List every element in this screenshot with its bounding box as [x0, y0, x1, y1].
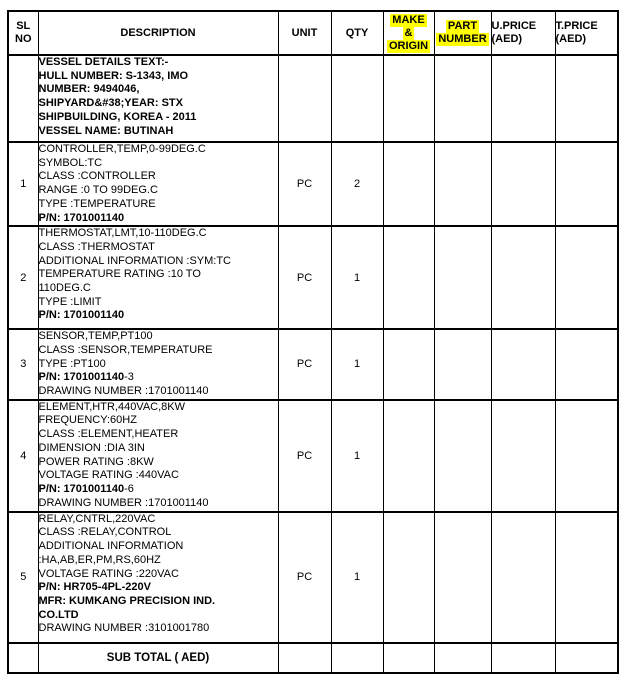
t-price-cell: [555, 226, 618, 329]
t-price-cell: [555, 512, 618, 643]
subtotal-label: SUB TOTAL ( AED): [38, 643, 278, 673]
qty-cell: 1: [331, 400, 383, 512]
unit-cell: PC: [278, 512, 331, 643]
unit-cell: PC: [278, 226, 331, 329]
table-row: [8, 142, 618, 226]
sl-no-cell: [8, 643, 38, 673]
t-price-cell: [555, 142, 618, 226]
description-line: VOLTAGE RATING :440VAC: [38, 469, 179, 482]
t-price-cell: [555, 400, 618, 512]
description-line: MFR: KUMKANG PRECISION IND.: [38, 594, 216, 607]
description-line: ADDITIONAL INFORMATION :SYM:TC: [38, 254, 232, 267]
sl-no-cell: 4: [8, 400, 38, 512]
qty-cell: 1: [331, 226, 383, 329]
highlighted-label: ORIGIN: [388, 39, 429, 52]
header-cell-u-price: U.PRICE (AED): [491, 11, 555, 55]
description-line: SHIPYARD&#38;YEAR: STX: [38, 97, 183, 110]
description-line: TEMPERATURE RATING :10 TO: [38, 268, 201, 281]
description-line: VESSEL NAME: BUTINAH: [38, 124, 174, 137]
u-price-cell: [491, 400, 555, 512]
description-line: CLASS :RELAY,CONTROL: [38, 526, 172, 539]
part-number-cell: [434, 142, 491, 226]
part-number-cell: [434, 512, 491, 643]
highlighted-label: NUMBER: [438, 33, 487, 45]
u-price-cell: [491, 329, 555, 400]
header-cell-qty: QTY: [331, 11, 383, 55]
description-line: SYMBOL:TC: [38, 156, 103, 169]
table-row: [8, 400, 618, 512]
t-price-cell: [555, 643, 618, 673]
part-number-cell: [434, 329, 491, 400]
header-cell-unit: UNIT: [278, 11, 331, 55]
u-price-cell: [491, 55, 555, 142]
qty-cell: [331, 55, 383, 142]
description-line: ADDITIONAL INFORMATION: [38, 540, 184, 553]
header-cell-part-number: [434, 11, 491, 55]
description-line: DIMENSION :DIA 3IN: [38, 441, 145, 454]
sl-no-cell: [8, 55, 38, 142]
description-line: CLASS :THERMOSTAT: [38, 240, 155, 253]
table-body: [8, 55, 618, 673]
description-line: CONTROLLER,TEMP,0-99DEG.C: [38, 143, 206, 155]
description-line: RANGE :0 TO 99DEG.C: [38, 184, 158, 197]
u-price-cell: [491, 512, 555, 643]
t-price-cell: [555, 329, 618, 400]
u-price-cell: [491, 643, 555, 673]
table-row: [8, 329, 618, 400]
description-line: VESSEL DETAILS TEXT:-: [38, 56, 169, 68]
part-number-cell: [434, 643, 491, 673]
sl-no-cell: 5: [8, 512, 38, 643]
sl-no-cell: 3: [8, 329, 38, 400]
make-origin-cell: [383, 226, 434, 329]
description-line: RELAY,CNTRL,220VAC: [38, 512, 156, 525]
header-cell-t-price: T.PRICE (AED): [555, 11, 618, 55]
unit-cell: PC: [278, 329, 331, 400]
unit-cell: PC: [278, 142, 331, 226]
description-cell: [38, 329, 278, 400]
description-line: DRAWING NUMBER :1701001140: [38, 385, 209, 398]
make-origin-cell: [383, 400, 434, 512]
description-line: :HA,AB,ER,PM,RS,60HZ: [38, 553, 161, 566]
u-price-cell: [491, 142, 555, 226]
table-row: [8, 226, 618, 329]
u-price-cell: [491, 226, 555, 329]
t-price-cell: [555, 55, 618, 142]
description-line: CLASS :CONTROLLER: [38, 170, 156, 183]
table-row: [8, 55, 618, 142]
qty-cell: 1: [331, 512, 383, 643]
description-line: THERMOSTAT,LMT,10-110DEG.C: [38, 227, 207, 240]
description-line: P/N: 1701001140-3: [38, 371, 134, 384]
description-line: TYPE :TEMPERATURE: [38, 197, 156, 210]
items-table: [7, 10, 619, 674]
table-row: [8, 512, 618, 643]
sl-no-cell: 2: [8, 226, 38, 329]
description-line: SHIPBUILDING, KOREA - 2011: [38, 110, 197, 123]
description-line: P/N: HR705-4PL-220V: [38, 581, 151, 594]
description-line: CLASS :ELEMENT,HEATER: [38, 428, 179, 441]
description-line: VOLTAGE RATING :220VAC: [38, 567, 179, 580]
unit-cell: [278, 643, 331, 673]
description-line: 110DEG.C: [38, 282, 91, 295]
description-cell: [38, 142, 278, 226]
description-line: TYPE :LIMIT: [38, 295, 102, 308]
description-line: POWER RATING :8KW: [38, 455, 154, 468]
description-cell: [38, 55, 278, 142]
table-header: [8, 11, 618, 55]
description-line: NUMBER: 9494046,: [38, 83, 140, 96]
description-line: CLASS :SENSOR,TEMPERATURE: [38, 343, 213, 356]
description-cell: [38, 226, 278, 329]
description-line: TYPE :PT100: [38, 357, 106, 370]
description-cell: [38, 512, 278, 643]
description-line: P/N: 1701001140-6: [38, 482, 134, 495]
description-line: P/N: 1701001140: [38, 309, 125, 322]
description-line: P/N: 1701001140: [38, 211, 125, 224]
description-line: DRAWING NUMBER :3101001780: [38, 622, 210, 635]
header-row: [8, 11, 618, 55]
make-origin-cell: [383, 643, 434, 673]
make-origin-cell: [383, 512, 434, 643]
header-cell-description: DESCRIPTION: [38, 11, 278, 55]
highlighted-label: MAKE: [392, 13, 425, 26]
qty-cell: 2: [331, 142, 383, 226]
part-number-cell: [434, 55, 491, 142]
make-origin-cell: [383, 142, 434, 226]
highlighted-label: &: [404, 26, 413, 39]
header-cell-sl: SL NO: [8, 11, 38, 55]
description-line: DRAWING NUMBER :1701001140: [38, 496, 209, 509]
description-line: HULL NUMBER: S-1343, IMO: [38, 69, 189, 82]
description-line: FREQUENCY:60HZ: [38, 414, 137, 427]
subtotal-row: [8, 643, 618, 673]
description-line: SENSOR,TEMP,PT100: [38, 330, 153, 343]
description-line: ELEMENT,HTR,440VAC,8KW: [38, 400, 186, 413]
header-cell-make-origin: [383, 11, 434, 55]
unit-cell: PC: [278, 400, 331, 512]
sl-no-cell: 1: [8, 142, 38, 226]
highlighted-label: PART: [447, 20, 478, 32]
unit-cell: [278, 55, 331, 142]
part-number-cell: [434, 226, 491, 329]
description-cell: [38, 400, 278, 512]
make-origin-cell: [383, 55, 434, 142]
part-number-cell: [434, 400, 491, 512]
description-line: CO.LTD: [38, 608, 79, 621]
qty-cell: 1: [331, 329, 383, 400]
qty-cell: [331, 643, 383, 673]
make-origin-cell: [383, 329, 434, 400]
